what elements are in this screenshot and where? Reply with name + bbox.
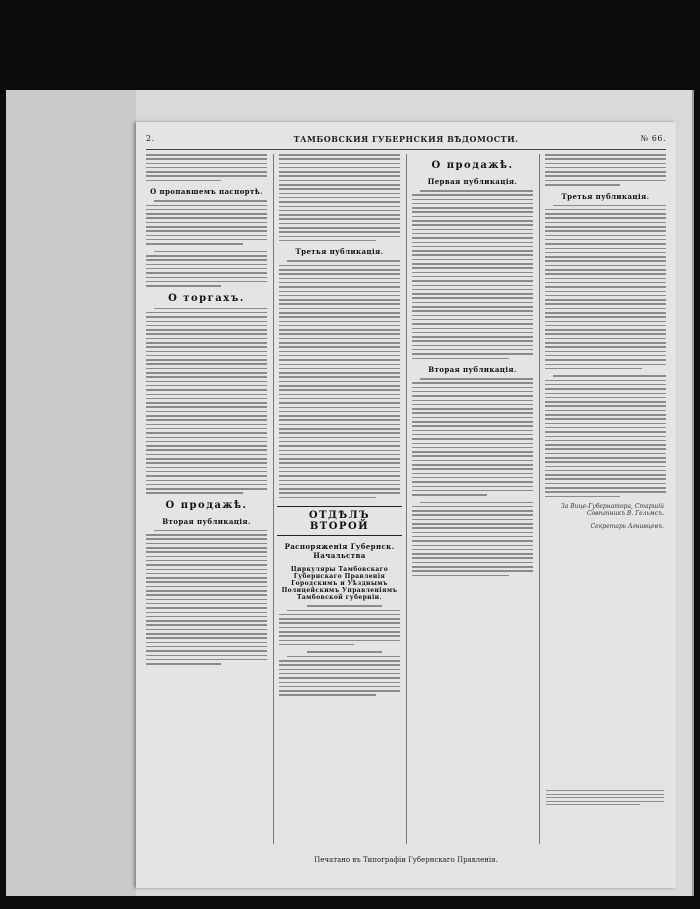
text-block bbox=[412, 190, 533, 359]
text-block bbox=[545, 375, 666, 497]
column-4 bbox=[543, 154, 668, 532]
header-rule bbox=[146, 149, 666, 150]
section-heading: О пропавшемъ паспортѣ. bbox=[150, 187, 263, 197]
subsection-heading: Вторая публикація. bbox=[162, 516, 251, 526]
running-header bbox=[146, 134, 666, 148]
printer-imprint: Печатано въ Типографіи Губернскаго Правленія. bbox=[314, 856, 498, 864]
section-heading: О продажѣ. bbox=[165, 499, 248, 511]
text-block bbox=[412, 378, 533, 496]
circular-heading: Циркуляры Тамбовскаго Губернскаго Правленія Городскимъ и Уѣзднымъ Полицейскимъ Управленіямъ Тамбовской губерніи. bbox=[281, 566, 398, 602]
section-heading: О торгахъ. bbox=[168, 292, 245, 304]
subsection-heading: Вторая публикація. bbox=[428, 365, 517, 375]
column-3 bbox=[410, 154, 535, 582]
text-block bbox=[146, 154, 267, 181]
text-block bbox=[412, 502, 533, 577]
newspaper-title: ТАМБОВСКИЯ ГУБЕРНСКИЯ ВѢДОМОСТИ. bbox=[293, 134, 519, 144]
text-block bbox=[279, 260, 400, 498]
issue-number: № 66. bbox=[640, 134, 666, 143]
text-block bbox=[146, 200, 267, 244]
division-heading: ОТДѢЛЪ ВТОРОЙ bbox=[277, 506, 402, 536]
column-divider bbox=[406, 154, 407, 844]
text-block bbox=[545, 154, 666, 186]
text-block bbox=[279, 605, 400, 645]
text-block bbox=[146, 308, 267, 494]
column-1 bbox=[144, 154, 269, 671]
newspaper-sheet bbox=[136, 122, 676, 888]
footnote-block bbox=[546, 790, 664, 808]
page-number: 2. bbox=[146, 134, 155, 143]
text-block bbox=[146, 251, 267, 287]
section-heading: Распоряженія Губернск. Начальства bbox=[284, 542, 395, 561]
vice-governor-signature: За Вице-Губернатора, Старшій Совѣтникъ В. Гельмсъ. bbox=[561, 503, 664, 518]
scanned-page bbox=[6, 90, 694, 896]
text-block bbox=[279, 651, 400, 695]
column-2 bbox=[277, 154, 402, 702]
section-heading: О продажѣ. bbox=[431, 160, 514, 171]
subsection-heading: Третья публикація. bbox=[561, 191, 650, 201]
text-block bbox=[146, 530, 267, 665]
subsection-heading: Первая публикація. bbox=[427, 177, 518, 186]
text-block bbox=[279, 154, 400, 241]
text-block bbox=[545, 205, 666, 370]
subsection-heading: Третья публикація. bbox=[295, 247, 384, 257]
secretary-signature: Секретарь Агнивцевъ. bbox=[590, 523, 664, 531]
column-divider bbox=[273, 154, 274, 844]
column-divider bbox=[539, 154, 540, 844]
page-margin bbox=[6, 90, 136, 896]
